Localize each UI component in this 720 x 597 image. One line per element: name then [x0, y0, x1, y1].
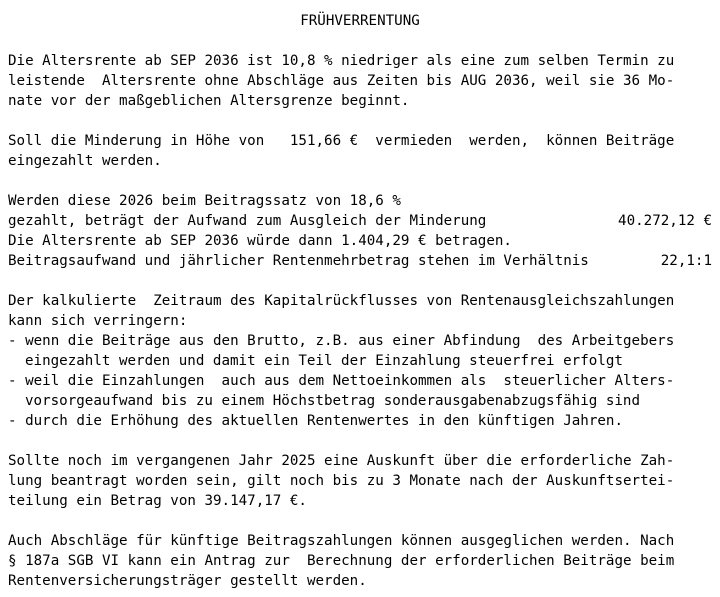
spacer: [8, 31, 712, 51]
paragraph-capital-return: [8, 291, 712, 431]
ratio-label: Beitragsaufwand und jährlicher Rentenmehrbetrag stehen im Verhältnis: [8, 253, 589, 269]
paragraph-line: Sollte noch im vergangenen Jahr 2025 eine Auskunft über die erforderliche Zah-: [8, 453, 675, 469]
bullet-continuation: vorsorgeaufwand bis zu einem Höchstbetrag sonderausgabenabzugsfähig sind: [25, 393, 640, 409]
paragraph-line: Auch Abschläge für künftige Beitragszahlungen können ausgeglichen werden. Nach: [8, 533, 675, 549]
paragraph-contributions: [8, 191, 712, 271]
paragraph-prior-year: [8, 451, 712, 511]
paragraph-line: kann sich verringern:: [8, 313, 188, 329]
paragraph-future-deductions: [8, 531, 712, 591]
paragraph-line: § 187a SGB VI kann ein Antrag zur Berechnung der erforderlichen Beiträge beim: [8, 553, 675, 569]
expense-label: gezahlt, beträgt der Aufwand zum Ausgleich der Minderung: [8, 213, 487, 229]
bullet-item: - durch die Erhöhung des aktuellen Rentenwertes in den künftigen Jahren.: [8, 413, 623, 429]
paragraph-line: lung beantragt worden sein, gilt noch bis zu 3 Monate nach der Auskunftsertei-: [8, 473, 675, 489]
bullet-item: - weil die Einzahlungen auch aus dem Nettoeinkommen als steuerlicher Alters-: [8, 373, 675, 389]
document-page: [8, 11, 712, 591]
paragraph-reduction: [8, 131, 712, 171]
spacer: [8, 431, 712, 451]
ratio-value: 22,1:1: [660, 253, 712, 269]
spacer: [8, 511, 712, 531]
spacer: [8, 111, 712, 131]
ratio-row: [8, 251, 712, 271]
paragraph-line: Die Altersrente ab SEP 2036 ist 10,8 % niedriger als eine zum selben Termin zu: [8, 53, 675, 69]
bullet-item: - wenn die Beiträge aus den Brutto, z.B. aus einer Abfindung des Arbeitgebers: [8, 333, 675, 349]
spacer: [8, 271, 712, 291]
paragraph-early-retirement: [8, 51, 712, 111]
paragraph-line: Rentenversicherungsträger gestellt werden.: [8, 573, 367, 589]
paragraph-line: Der kalkulierte Zeitraum des Kapitalrückflusses von Rentenausgleichszahlungen: [8, 293, 675, 309]
expense-row: [8, 211, 712, 231]
paragraph-line: Die Altersrente ab SEP 2036 würde dann 1.404,29 € betragen.: [8, 233, 512, 249]
paragraph-line: leistende Altersrente ohne Abschläge aus Zeiten bis AUG 2036, weil sie 36 Mo-: [8, 73, 675, 89]
expense-value: 40.272,12 €: [618, 213, 712, 229]
paragraph-line: teilung ein Betrag von 39.147,17 €.: [8, 493, 307, 509]
paragraph-line: eingezahlt werden.: [8, 153, 162, 169]
document-title: FRÜHVERRENTUNG: [300, 13, 420, 29]
paragraph-line: Werden diese 2026 beim Beitragssatz von 18,6 %: [8, 193, 401, 209]
paragraph-line: Soll die Minderung in Höhe von 151,66 € vermieden werden, können Beiträge: [8, 133, 675, 149]
bullet-continuation: eingezahlt werden und damit ein Teil der Einzahlung steuerfrei erfolgt: [25, 353, 623, 369]
paragraph-line: nate vor der maßgeblichen Altersgrenze beginnt.: [8, 93, 410, 109]
spacer: [8, 171, 712, 191]
